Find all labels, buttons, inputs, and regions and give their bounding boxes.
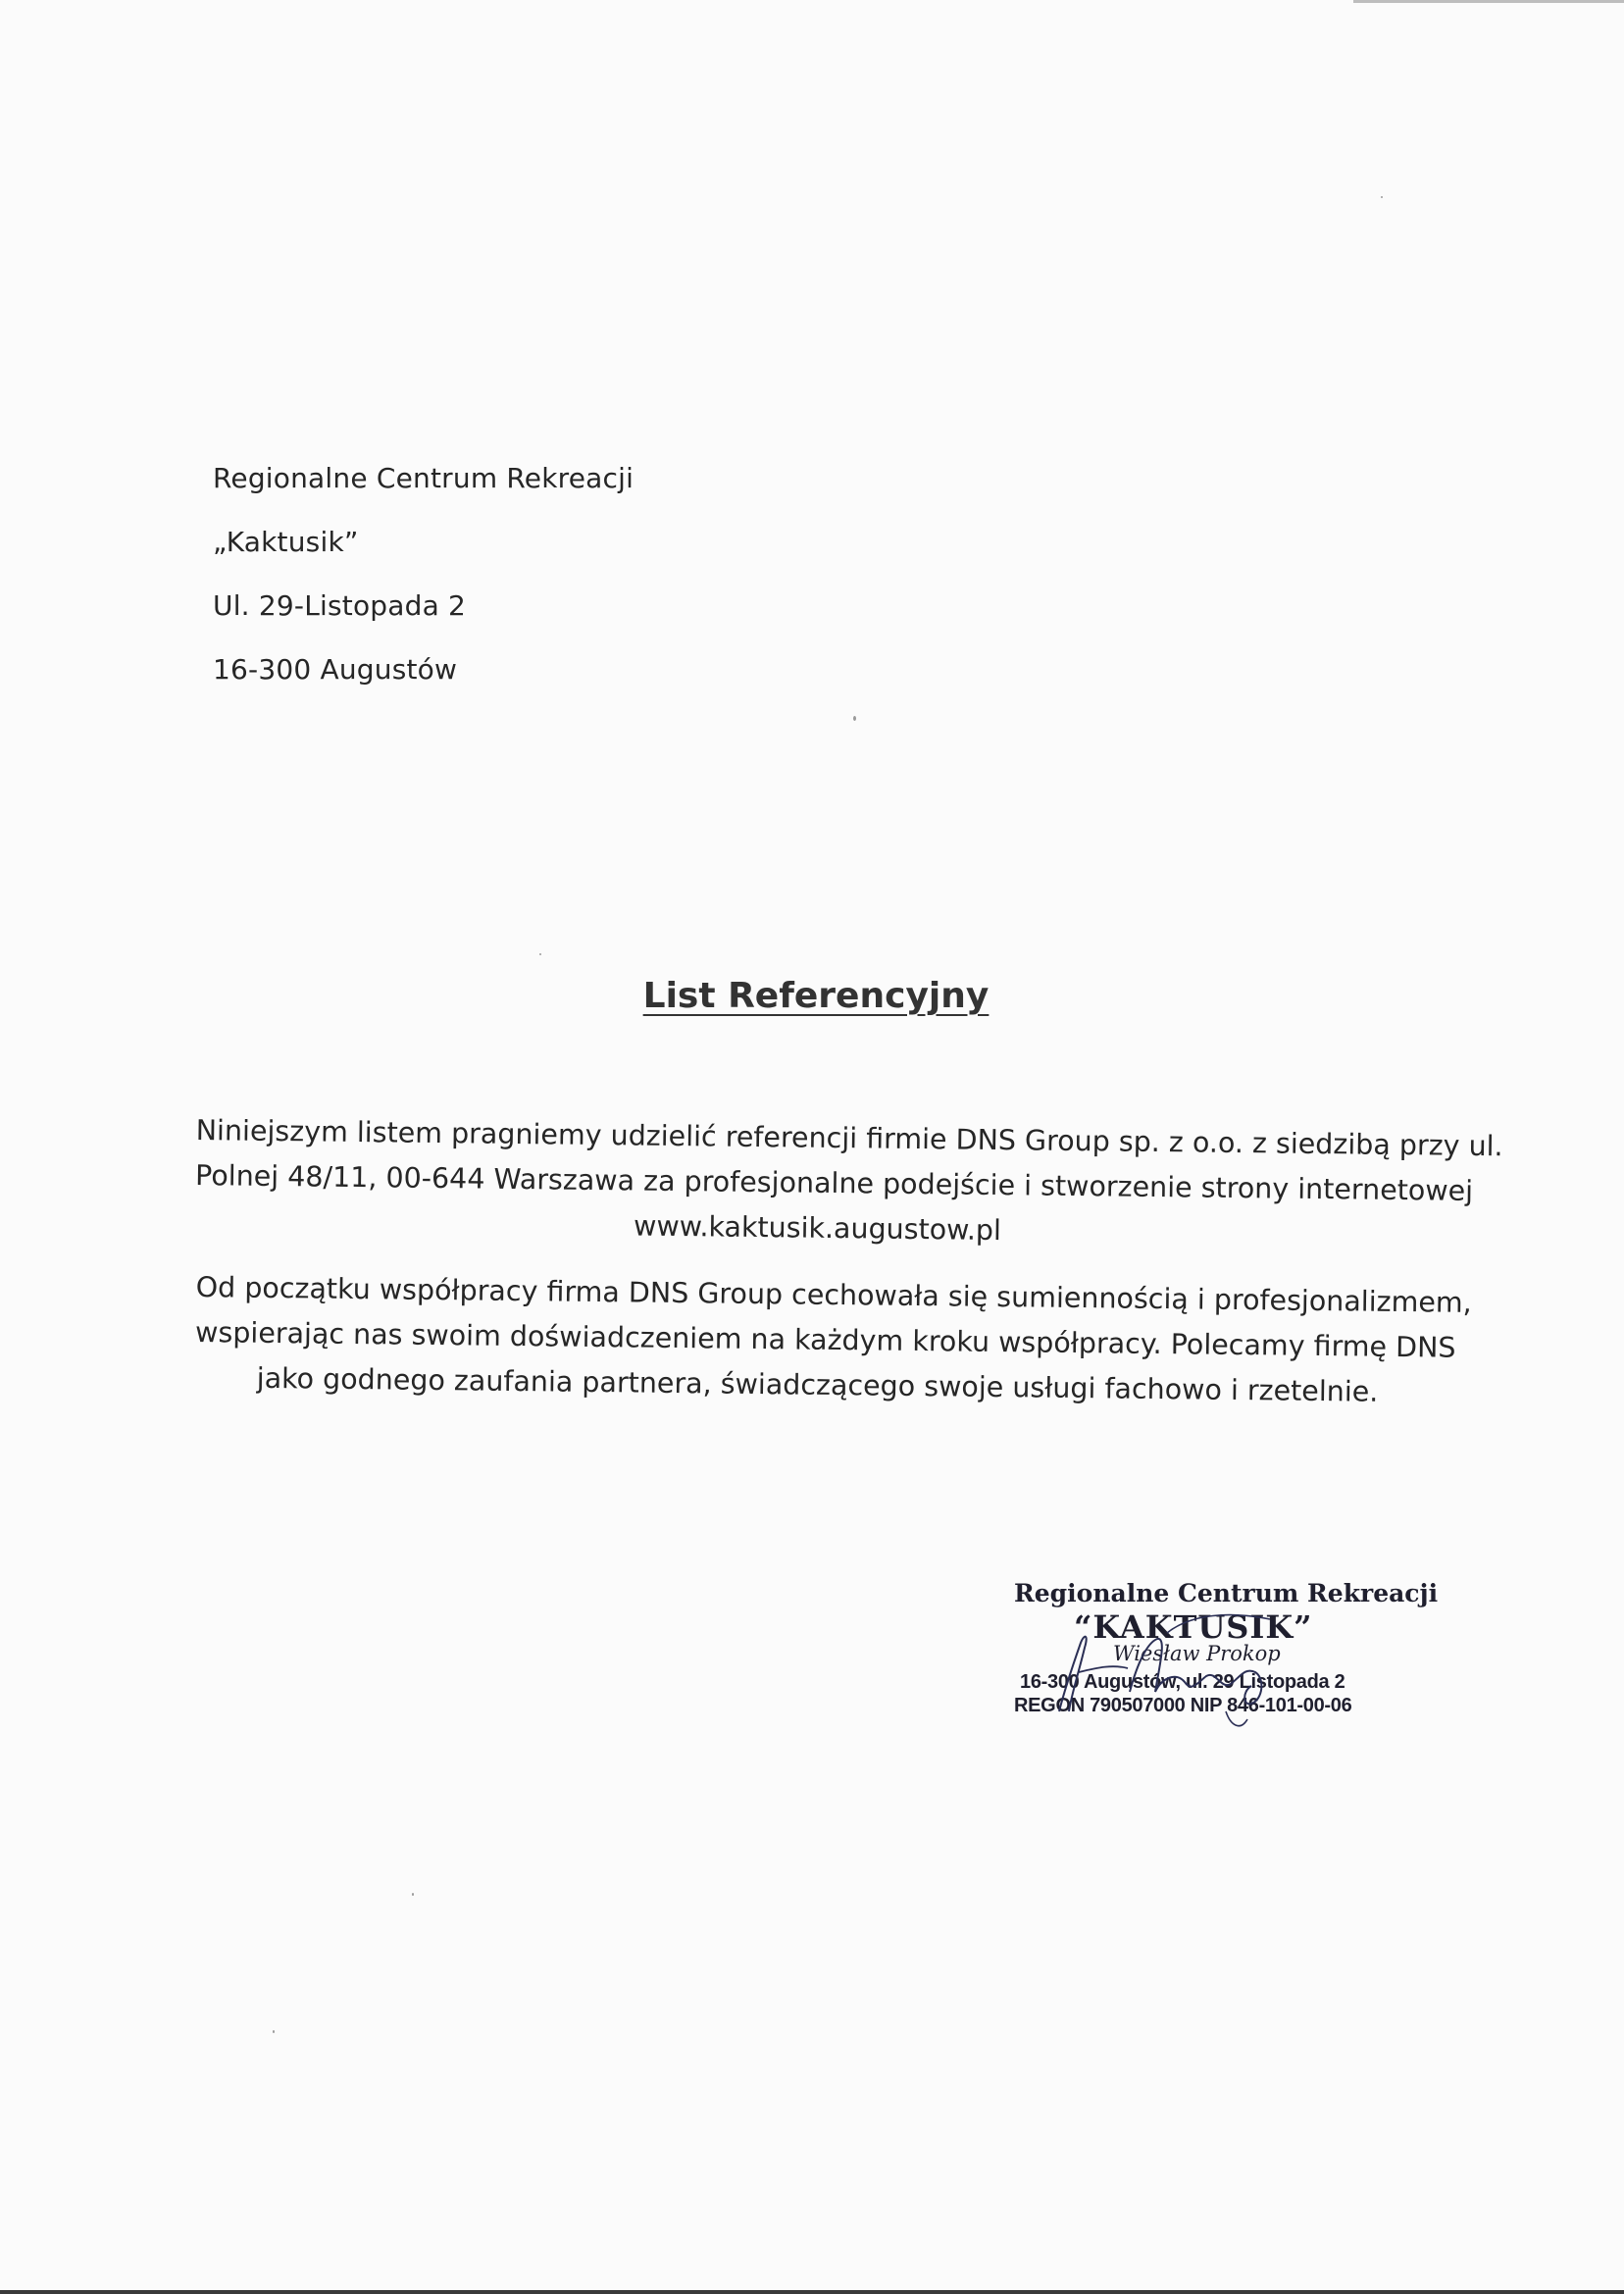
paragraph-2-line-3: jako godnego zaufania partnera, świadczącego swoje usługi fachowo i rzetelnie. — [256, 1361, 1379, 1408]
scan-speck — [539, 953, 541, 955]
paragraph-2-line-2: wspierając nas swoim doświadczeniem na każdym kroku współpracy. Polecamy firmę DNS — [194, 1315, 1456, 1364]
stamp-brand: “KAKTUSIK” — [1074, 1608, 1313, 1646]
sender-quoted-name: „Kaktusik” — [213, 526, 359, 558]
sender-street: Ul. 29-Listopada 2 — [213, 589, 467, 622]
sender-city: 16-300 Augustów — [213, 653, 458, 686]
scan-speck — [273, 2030, 275, 2033]
scan-edge-bottom — [0, 2290, 1624, 2294]
scan-speck — [853, 716, 856, 721]
handwritten-signature — [1020, 1574, 1314, 1746]
paragraph-1-line-1: Niniejszym listem pragniemy udzielić referencji firmie DNS Group sp. z o.o. z siedzibą przy ul. — [195, 1113, 1503, 1163]
stamp-registration: REGON 790507000 NIP 846-101-00-06 — [1014, 1695, 1352, 1716]
scan-speck — [412, 1893, 414, 1896]
paragraph-2-line-1: Od początku współpracy firma DNS Group cechowała się sumiennością i profesjonalizmem, — [195, 1270, 1472, 1319]
body-paragraph-2 — [194, 1265, 1472, 1416]
letter-title — [0, 976, 1624, 1016]
scan-speck — [1381, 196, 1383, 198]
stamp-person: Wiesław Prokop — [1113, 1642, 1281, 1665]
sender-name: Regionalne Centrum Rekreacji — [213, 462, 634, 494]
scan-edge-top — [1353, 0, 1624, 3]
paragraph-1-line-2: Polnej 48/11, 00-644 Warszawa za profesjonalne podejście i stworzenie strony internetowej — [194, 1158, 1474, 1207]
stamp-organization: Regionalne Centrum Rekreacji — [1014, 1579, 1439, 1607]
sender-address — [213, 446, 634, 701]
letter-title-text: List Referencyjny — [642, 976, 990, 1016]
stamp-address: 16-300 Augustów, ul. 29 Listopada 2 — [1020, 1671, 1345, 1693]
body-paragraph-1 — [194, 1108, 1503, 1259]
paragraph-1-website: www.kaktusik.augustow.pl — [633, 1209, 1002, 1248]
